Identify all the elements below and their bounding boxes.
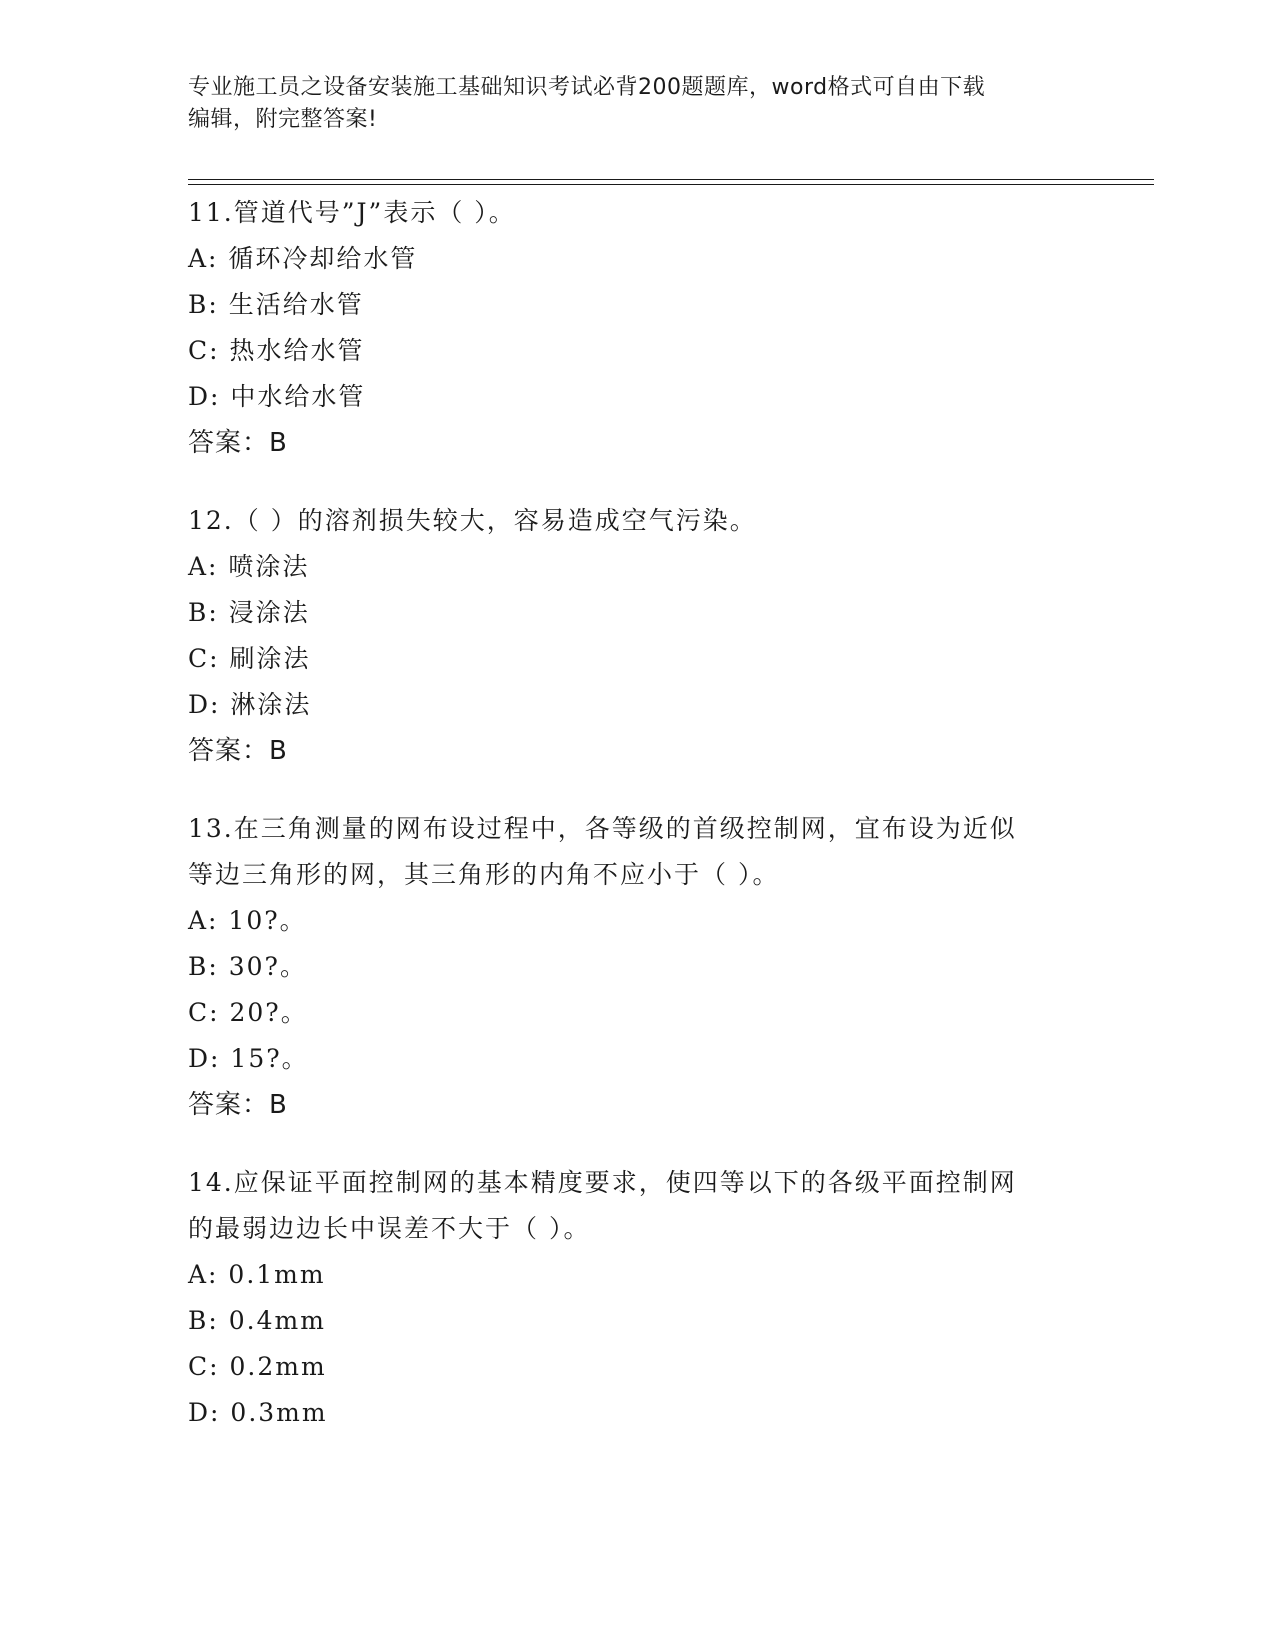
option-d: D: 中水给水管: [188, 382, 366, 411]
header-divider-bottom: [188, 184, 1154, 185]
option-c: C: 20?。: [188, 998, 308, 1027]
header-title-line-1: 专业施工员之设备安装施工基础知识考试必背200题题库，word格式可自由下载: [188, 75, 986, 100]
option-d: D: 淋涂法: [188, 690, 312, 719]
question-stem: 12.（ ）的溶剂损失较大，容易造成空气污染。: [188, 506, 757, 535]
option-a: A: 0.1mm: [188, 1260, 326, 1289]
option-c: C: 热水给水管: [188, 336, 365, 365]
question-stem-line-2: 等边三角形的网，其三角形的内角不应小于（ ）。: [188, 860, 780, 889]
option-a: A: 喷涂法: [188, 552, 310, 581]
option-c: C: 0.2mm: [188, 1352, 327, 1381]
question-11: [188, 190, 1088, 466]
option-a: A: 循环冷却给水管: [188, 244, 418, 273]
option-b: B: 0.4mm: [188, 1306, 326, 1335]
header-title-line-2: 编辑，附完整答案!: [188, 107, 378, 132]
option-b: B: 生活给水管: [188, 290, 364, 319]
header-divider-top: [188, 179, 1154, 180]
option-c: C: 刷涂法: [188, 644, 311, 673]
question-stem-line-1: 13.在三角测量的网布设过程中，各等级的首级控制网，宜布设为近似: [188, 814, 1017, 843]
option-b: B: 浸涂法: [188, 598, 310, 627]
question-12: [188, 498, 1088, 774]
answer-label: 答案：B: [188, 1090, 288, 1120]
option-d: D: 0.3mm: [188, 1398, 328, 1427]
answer-label: 答案：B: [188, 736, 288, 766]
option-d: D: 15?。: [188, 1044, 309, 1073]
answer-label: 答案：B: [188, 428, 288, 458]
question-stem-line-2: 的最弱边边长中误差不大于（ ）。: [188, 1214, 591, 1243]
question-13: [188, 806, 1088, 1128]
option-b: B: 30?。: [188, 952, 307, 981]
question-stem-line-1: 14.应保证平面控制网的基本精度要求，使四等以下的各级平面控制网: [188, 1168, 1017, 1197]
document-header: [188, 72, 1068, 136]
option-a: A: 10?。: [188, 906, 307, 935]
question-14: [188, 1160, 1088, 1436]
question-stem: 11.管道代号”J”表示（ ）。: [188, 198, 516, 227]
question-list: [188, 190, 1088, 1468]
